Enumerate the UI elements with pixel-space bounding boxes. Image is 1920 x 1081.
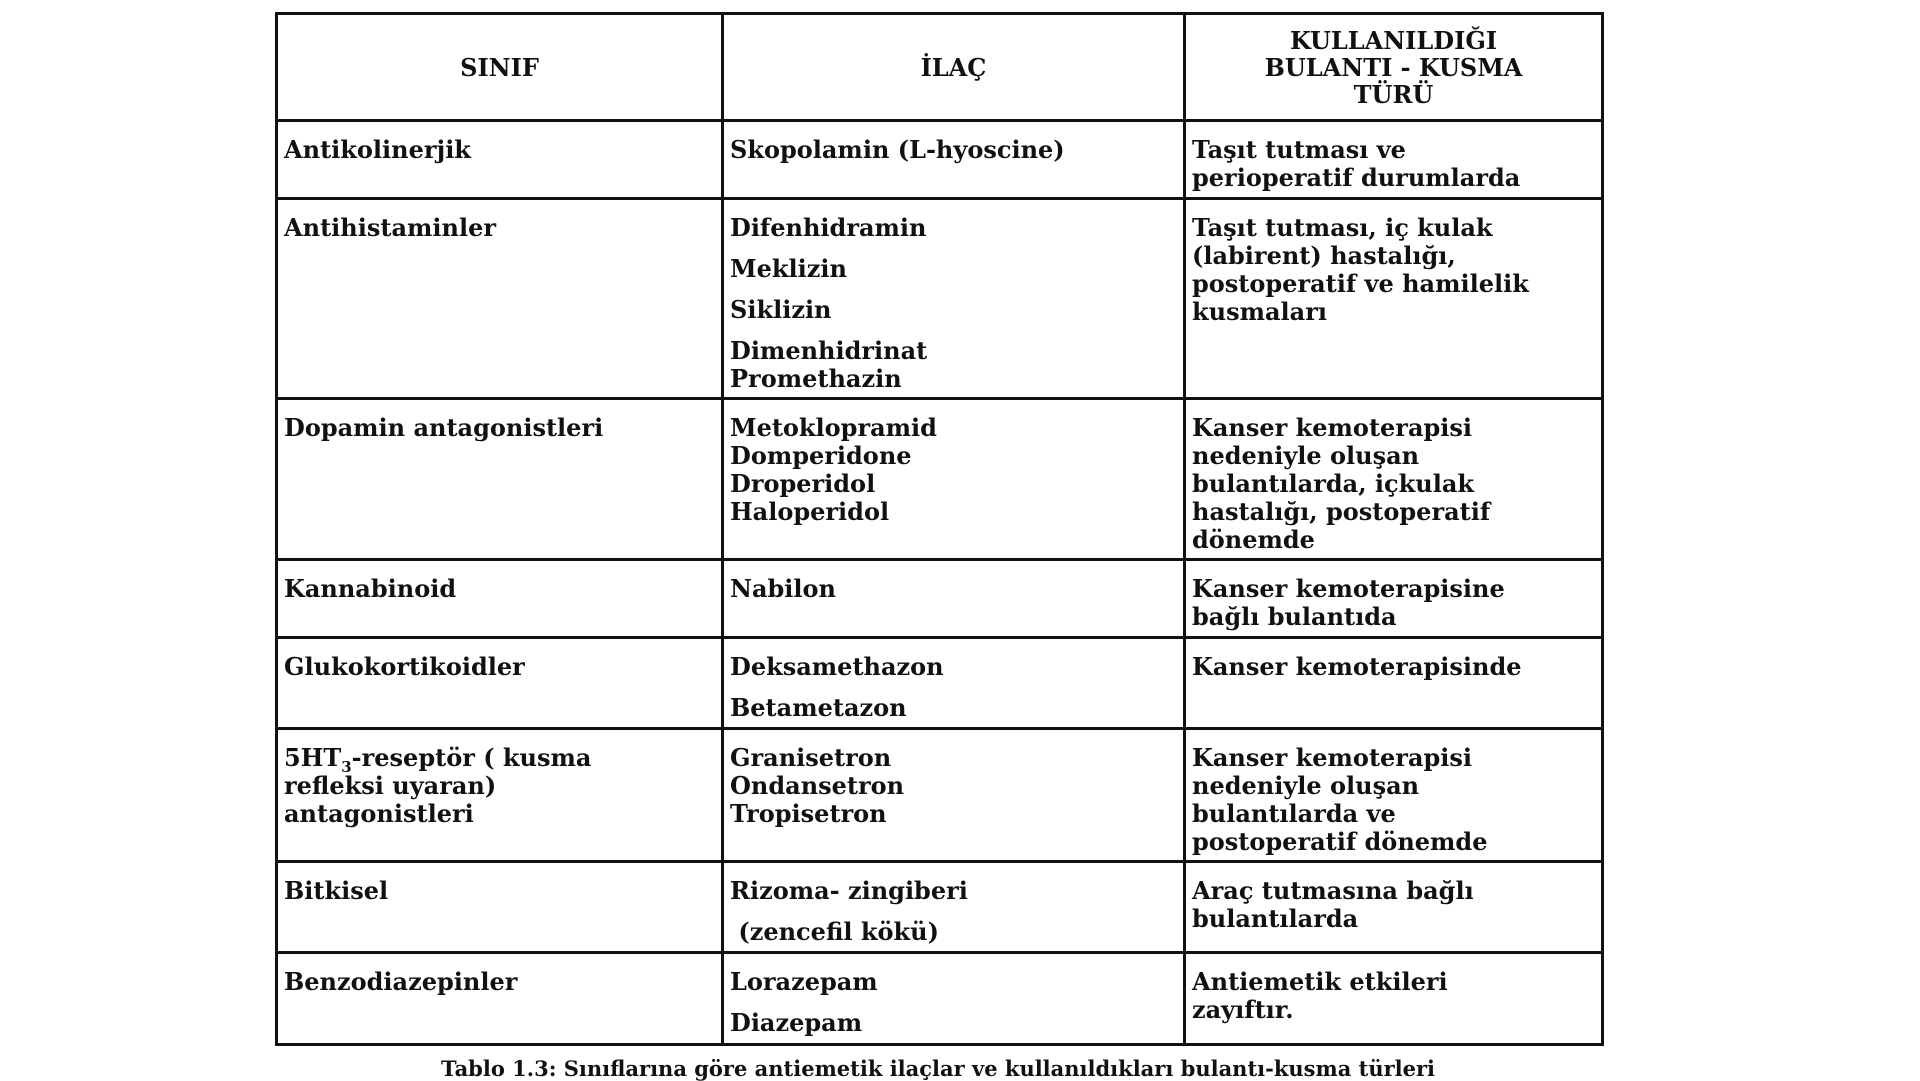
- drug-name: (zencefil kökü): [730, 917, 939, 946]
- drug-name: Meklizin: [730, 254, 847, 283]
- drug-name: Difenhidramin: [730, 213, 927, 242]
- usage-text: Araç tutmasına bağlı: [1192, 876, 1474, 905]
- usage-text: bağlı bulantıda: [1192, 602, 1397, 631]
- table-caption: Tablo 1.3: Sınıflarına göre antiemetik ilaçlar ve kullanıldıkları bulantı-kusma türleri: [440, 1056, 1436, 1081]
- header-usage: [1185, 14, 1603, 121]
- drug-cell: [723, 121, 1185, 199]
- class-cell: [277, 199, 723, 399]
- table-header-row: [277, 14, 1603, 121]
- header-class: SINIF: [277, 14, 723, 121]
- drug-name: Betametazon: [730, 693, 907, 722]
- drug-name: Skopolamin (L-hyoscine): [730, 135, 1065, 164]
- usage-text: Kanser kemoterapisine: [1192, 574, 1505, 603]
- drug-name: Domperidone: [730, 441, 912, 470]
- usage-text: dönemde: [1192, 525, 1315, 554]
- usage-cell: [1185, 638, 1603, 729]
- usage-text: bulantılarda ve: [1192, 799, 1396, 828]
- class-text: Glukokortikoidler: [284, 652, 525, 681]
- table-row: [277, 638, 1603, 729]
- class-subscript: 3: [341, 757, 352, 776]
- usage-text: postoperatif dönemde: [1192, 827, 1488, 856]
- usage-text: Kanser kemoterapisi: [1192, 743, 1473, 772]
- class-cell: [277, 729, 723, 862]
- drug-name: Metoklopramid: [730, 413, 937, 442]
- usage-text: bulantılarda, içkulak: [1192, 469, 1475, 498]
- class-cell: [277, 638, 723, 729]
- drug-name: Granisetron: [730, 743, 892, 772]
- usage-text: Antiemetik etkileri: [1192, 967, 1448, 996]
- class-text: Bitkisel: [284, 876, 389, 905]
- drug-cell: [723, 560, 1185, 638]
- usage-text: nedeniyle oluşan: [1192, 441, 1420, 470]
- drug-name: Haloperidol: [730, 497, 890, 526]
- class-cell: [277, 399, 723, 560]
- drug-name: Tropisetron: [730, 799, 887, 828]
- usage-cell: [1185, 729, 1603, 862]
- drug-name: Lorazepam: [730, 967, 878, 996]
- drug-cell: [723, 729, 1185, 862]
- drug-cell: [723, 199, 1185, 399]
- usage-cell: [1185, 862, 1603, 953]
- usage-text: Taşıt tutması ve: [1192, 135, 1406, 164]
- table-row: [277, 862, 1603, 953]
- class-text: antagonistleri: [284, 799, 474, 828]
- class-cell: [277, 560, 723, 638]
- drug-name: Siklizin: [730, 295, 832, 324]
- usage-text: postoperatif ve hamilelik: [1192, 269, 1529, 298]
- table-row: [277, 953, 1603, 1045]
- usage-text: nedeniyle oluşan: [1192, 771, 1420, 800]
- usage-text: perioperatif durumlarda: [1192, 163, 1521, 192]
- usage-text: Kanser kemoterapisinde: [1192, 652, 1522, 681]
- class-text: Dopamin antagonistleri: [284, 413, 604, 442]
- table-row: [277, 399, 1603, 560]
- usage-text: hastalığı, postoperatif: [1192, 497, 1491, 526]
- drug-cell: [723, 638, 1185, 729]
- header-usage-line: KULLANILDIĞI: [1289, 25, 1498, 55]
- class-text: [284, 743, 715, 776]
- class-cell: [277, 121, 723, 199]
- drug-name: Rizoma- zingiberi: [730, 876, 968, 905]
- usage-cell: [1185, 953, 1603, 1045]
- class-suffix: -reseptör ( kusma: [351, 743, 592, 772]
- class-text: Benzodiazepinler: [284, 967, 518, 996]
- drug-name: Promethazin: [730, 364, 902, 393]
- usage-cell: [1185, 121, 1603, 199]
- usage-cell: [1185, 399, 1603, 560]
- class-text: Antihistaminler: [284, 213, 496, 242]
- drug-name: Deksamethazon: [730, 652, 944, 681]
- usage-text: Kanser kemoterapisi: [1192, 413, 1473, 442]
- drug-cell: [723, 399, 1185, 560]
- drug-name: Droperidol: [730, 469, 876, 498]
- drug-name: Dimenhidrinat: [730, 336, 928, 365]
- table-row: [277, 560, 1603, 638]
- table-row: [277, 199, 1603, 399]
- usage-text: zayıftır.: [1192, 995, 1294, 1024]
- usage-text: Taşıt tutması, iç kulak: [1192, 213, 1493, 242]
- class-text: Antikolinerjik: [284, 135, 471, 164]
- drug-cell: [723, 953, 1185, 1045]
- usage-text: bulantılarda: [1192, 904, 1359, 933]
- drug-name: Nabilon: [730, 574, 836, 603]
- usage-text: kusmaları: [1192, 297, 1327, 326]
- table-row: [277, 121, 1603, 199]
- class-cell: [277, 862, 723, 953]
- header-usage-line: TÜRÜ: [1353, 79, 1434, 109]
- header-usage-line: BULANTI - KUSMA: [1264, 52, 1523, 82]
- antiemetic-table: [275, 12, 1604, 1046]
- usage-cell: [1185, 199, 1603, 399]
- class-text: refleksi uyaran): [284, 771, 497, 800]
- usage-cell: [1185, 560, 1603, 638]
- drug-name: Diazepam: [730, 1008, 863, 1037]
- drug-cell: [723, 862, 1185, 953]
- class-text: Kannabinoid: [284, 574, 457, 603]
- class-prefix: 5HT: [284, 743, 342, 772]
- class-cell: [277, 953, 723, 1045]
- usage-text: (labirent) hastalığı,: [1192, 241, 1456, 270]
- drug-name: Ondansetron: [730, 771, 905, 800]
- header-drug: İLAÇ: [723, 14, 1185, 121]
- table-row: [277, 729, 1603, 862]
